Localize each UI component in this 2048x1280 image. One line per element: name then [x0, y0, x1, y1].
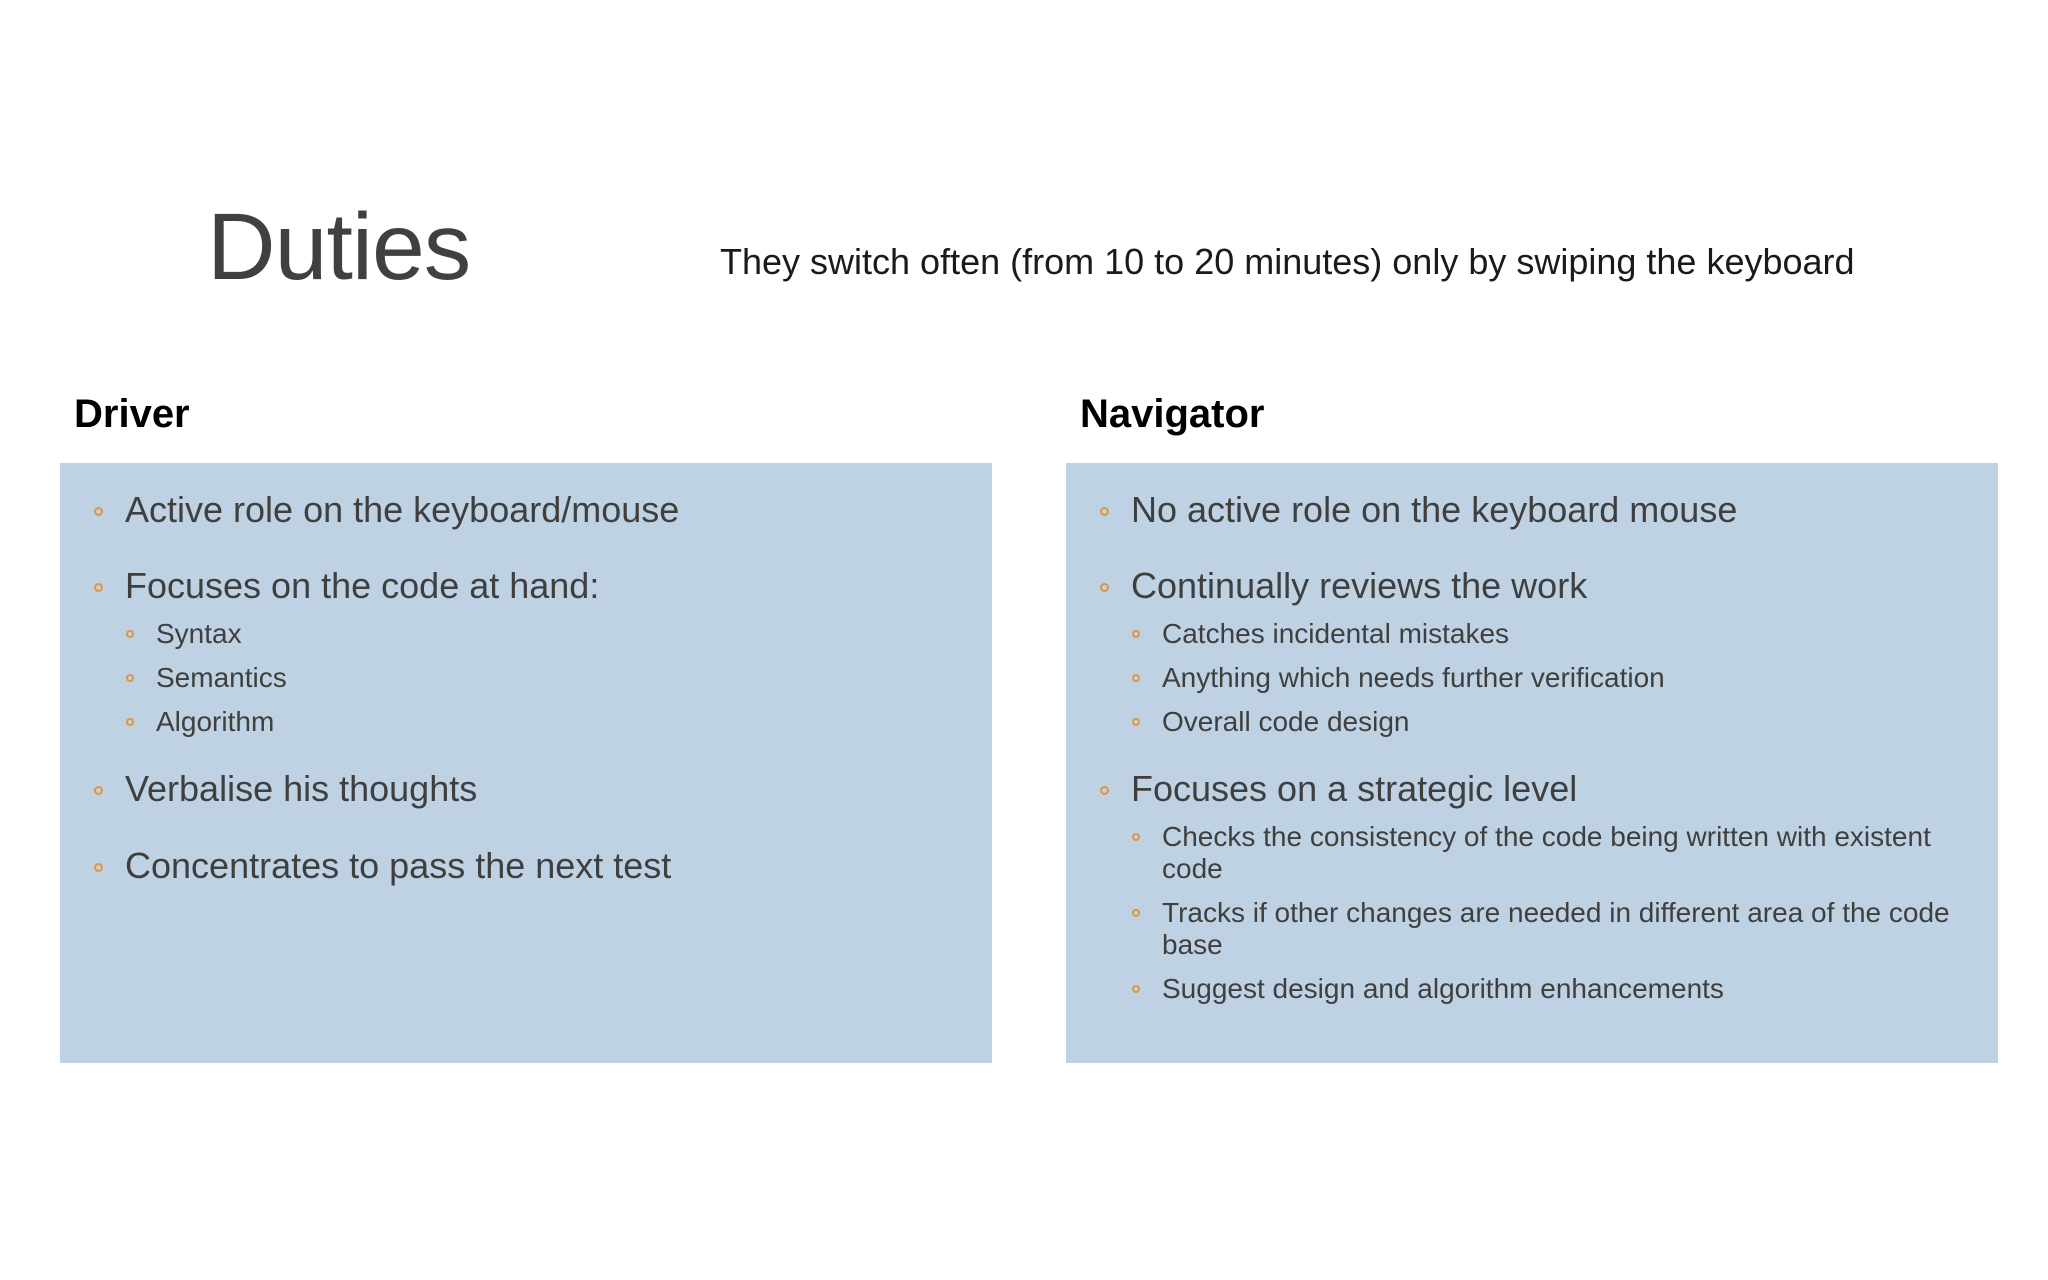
- driver-item-text: Verbalise his thoughts: [125, 768, 478, 810]
- driver-subitem: [60, 662, 992, 694]
- navigator-subitem: [1066, 973, 1998, 1005]
- driver-sublist: [60, 618, 992, 739]
- navigator-item: [1066, 561, 1998, 738]
- navigator-item-text: Focuses on a strategic level: [1131, 768, 1578, 810]
- circle-bullet-icon: [1132, 674, 1140, 682]
- navigator-subitem-text: Overall code design: [1162, 706, 1410, 738]
- circle-bullet-icon: [126, 674, 134, 682]
- driver-subitem-text: Algorithm: [156, 706, 275, 738]
- navigator-subitem: [1066, 821, 1998, 885]
- driver-item-text: Focuses on the code at hand:: [125, 565, 600, 607]
- navigator-sublist: [1066, 821, 1998, 1006]
- circle-bullet-icon: [1132, 833, 1140, 841]
- navigator-item: [1066, 764, 1998, 1005]
- driver-item-text: Concentrates to pass the next test: [125, 844, 672, 886]
- navigator-subitem-text: Anything which needs further verification: [1162, 661, 1665, 693]
- circle-bullet-icon: [1132, 630, 1140, 638]
- navigator-subitem: [1066, 618, 1998, 650]
- slide-subtitle: They switch often (from 10 to 20 minutes) only by swiping the keyboard: [720, 241, 1855, 282]
- driver-subitem-text: Syntax: [156, 617, 242, 649]
- driver-item: [60, 561, 992, 738]
- circle-bullet-icon: [94, 863, 103, 872]
- navigator-subitem-text: Suggest design and algorithm enhancements: [1162, 973, 1724, 1005]
- navigator-item: [1066, 485, 1998, 535]
- navigator-panel: [1066, 463, 1998, 1063]
- driver-subitem: [60, 618, 992, 650]
- driver-panel: [60, 463, 992, 1063]
- navigator-subitem: [1066, 662, 1998, 694]
- driver-item: [60, 485, 992, 535]
- driver-item: [60, 764, 992, 814]
- navigator-item-text: Continually reviews the work: [1131, 565, 1588, 607]
- driver-subitem-text: Semantics: [156, 661, 287, 693]
- slide-title: Duties: [207, 194, 471, 300]
- driver-heading: Driver: [74, 392, 190, 436]
- navigator-sublist: [1066, 618, 1998, 739]
- navigator-subitem-text: Catches incidental mistakes: [1162, 617, 1510, 649]
- navigator-subitem: [1066, 706, 1998, 738]
- navigator-subitem-text: Tracks if other changes are needed in different area of the code base: [1162, 897, 1950, 961]
- driver-list: [60, 485, 992, 891]
- driver-item-text: Active role on the keyboard/mouse: [125, 489, 680, 530]
- circle-bullet-icon: [126, 630, 134, 638]
- circle-bullet-icon: [1100, 507, 1109, 516]
- navigator-heading: Navigator: [1080, 392, 1265, 436]
- driver-subitem: [60, 706, 992, 738]
- navigator-subitem: [1066, 897, 1998, 961]
- navigator-subitem-text: Checks the consistency of the code being written with existent code: [1162, 820, 1931, 884]
- driver-item: [60, 841, 992, 891]
- navigator-item-text: No active role on the keyboard mouse: [1131, 489, 1738, 530]
- navigator-list: [1066, 485, 1998, 1006]
- circle-bullet-icon: [94, 507, 103, 516]
